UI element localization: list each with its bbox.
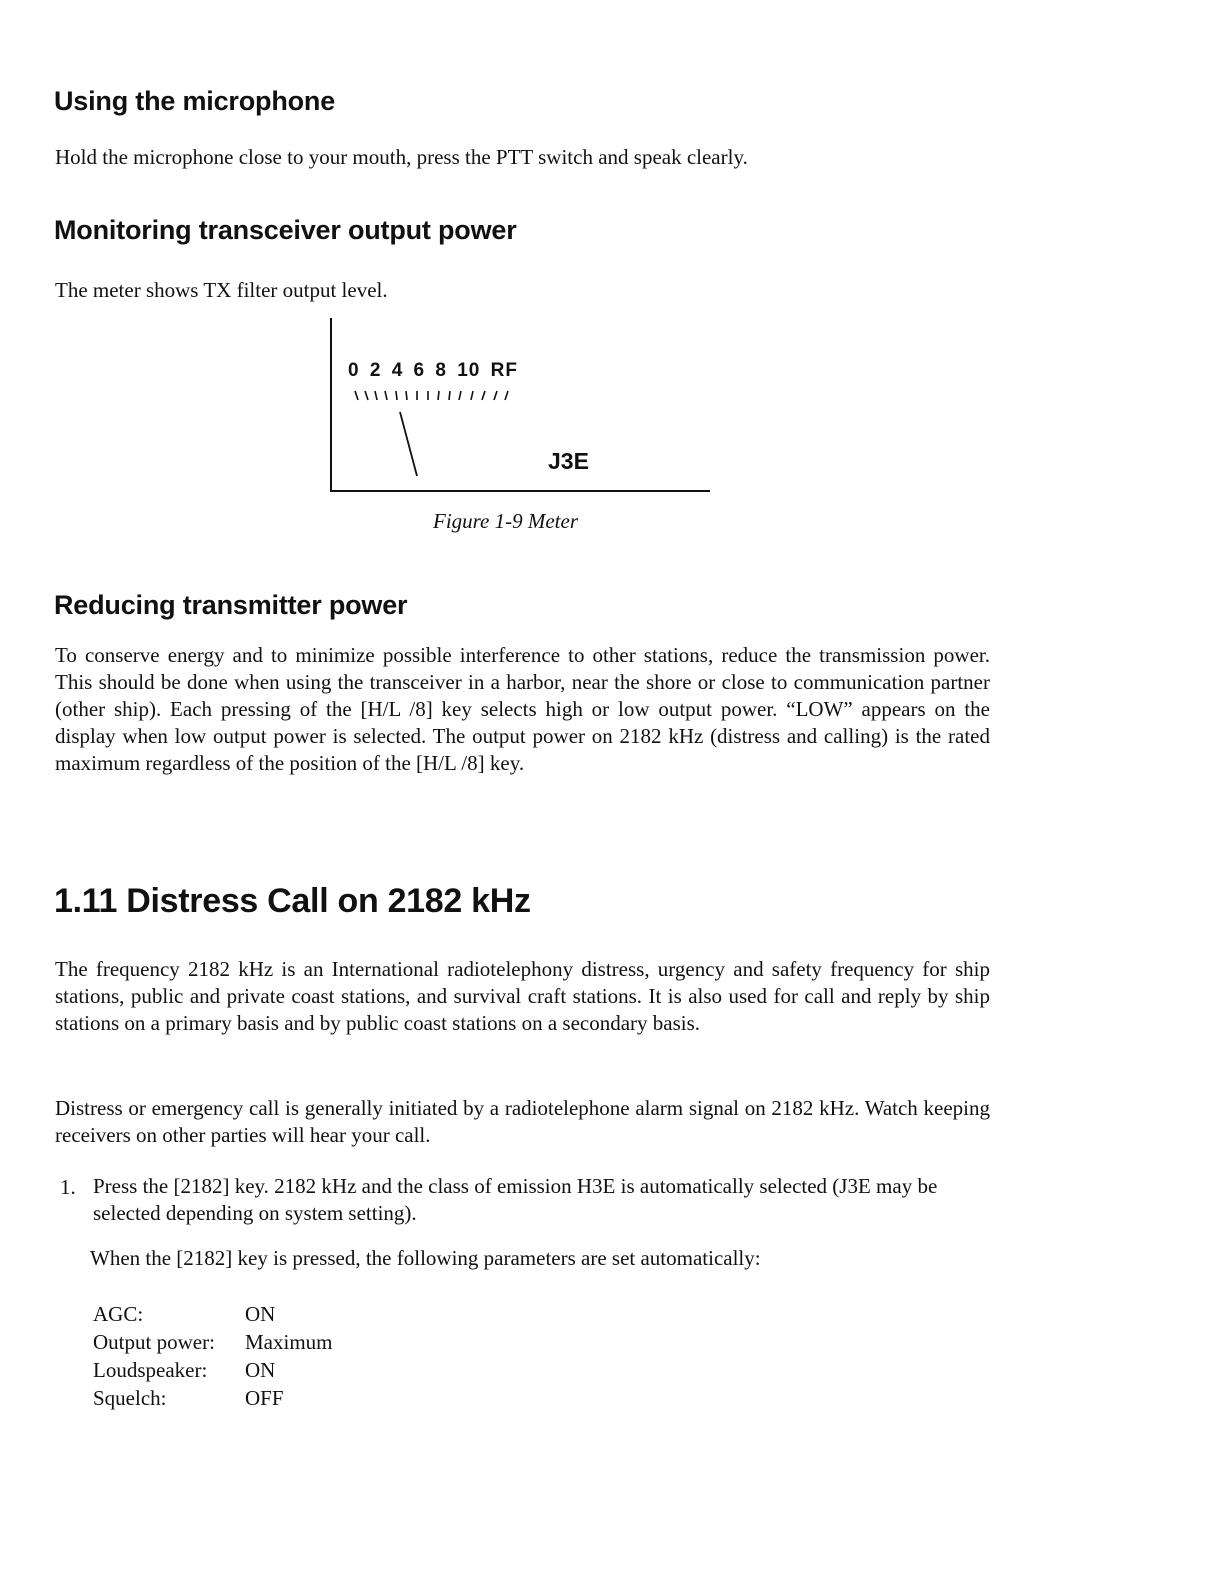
param-label: Output power: xyxy=(93,1330,215,1354)
section-heading-monitoring: Monitoring transceiver output power xyxy=(54,215,517,245)
meter-figure xyxy=(330,318,710,494)
monitoring-paragraph: The meter shows TX filter output level. xyxy=(55,278,388,302)
param-label: Squelch: xyxy=(93,1386,167,1410)
param-value: Maximum xyxy=(245,1330,333,1354)
figure-caption: Figure 1-9 Meter xyxy=(433,509,579,533)
param-value: OFF xyxy=(245,1386,284,1410)
parameter-list xyxy=(93,1300,333,1412)
reducing-paragraph: To conserve energy and to minimize possible interference to other stations, reduce the transmission power. This should be done when using the transceiver in a harbor, near the shore or close to communication partner (other ship). Each pressing of the [H/L /8] key selects high or low output power. “LOW” appears on the display when low output power is selected. The output power on 2182 kHz (distress and calling) is the rated maximum regardless of the position of the [H/L /8] key. xyxy=(55,643,990,775)
param-row-squelch xyxy=(93,1384,333,1412)
param-value: ON xyxy=(245,1358,276,1382)
step-number: 1. xyxy=(60,1175,76,1199)
meter-mode-label: J3E xyxy=(548,448,589,474)
distress-paragraph-2: Distress or emergency call is generally initiated by a radiotelephone alarm signal on 2182 kHz. Watch keeping receivers on other parties will hear your call. xyxy=(55,1096,990,1147)
param-row-output-power xyxy=(93,1328,333,1356)
param-row-loudspeaker xyxy=(93,1356,333,1384)
param-label: Loudspeaker: xyxy=(93,1358,208,1382)
param-label: AGC: xyxy=(93,1302,144,1326)
section-heading-microphone: Using the microphone xyxy=(54,86,336,116)
microphone-paragraph: Hold the microphone close to your mouth, press the PTT switch and speak clearly. xyxy=(55,145,748,169)
section-heading-reducing: Reducing transmitter power xyxy=(54,590,408,620)
param-value: ON xyxy=(245,1302,276,1326)
meter-scale-ticks xyxy=(355,391,508,400)
chapter-heading-distress: 1.11 Distress Call on 2182 kHz xyxy=(54,882,531,920)
param-row-agc xyxy=(93,1300,333,1328)
meter-needle xyxy=(400,412,417,476)
step-text: Press the [2182] key. 2182 kHz and the class of emission H3E is automatically selected (J3E may be selected depending on system setting). xyxy=(93,1174,938,1225)
step-subtext: When the [2182] key is pressed, the following parameters are set automatically: xyxy=(90,1246,761,1270)
meter-scale-label: 0 2 4 6 8 10 RF xyxy=(348,360,518,381)
meter-ticks-and-needle xyxy=(330,318,710,494)
distress-paragraph-1: The frequency 2182 kHz is an International radiotelephony distress, urgency and safety frequency for ship stations, public and private coast stations, and survival craft stations. It is also used for call and reply by ship stations on a primary basis and by public coast stations on a secondary basis. xyxy=(55,957,990,1035)
